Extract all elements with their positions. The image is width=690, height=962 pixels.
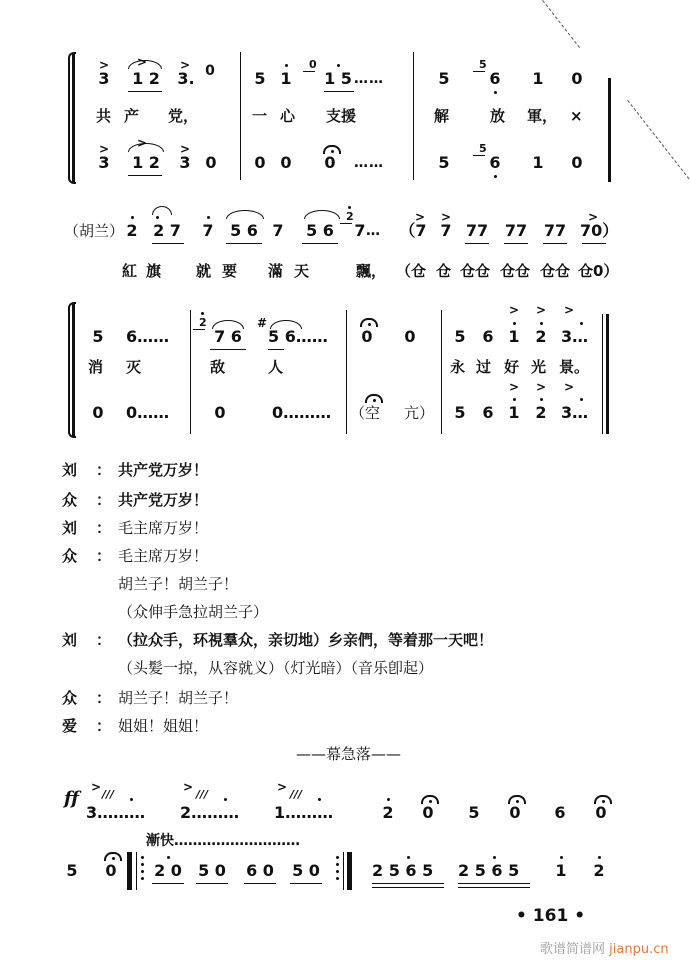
extension-dots: … [366,223,381,239]
note-group: 2 5 6 5 [372,862,444,880]
note: 1 [553,862,569,880]
grace-hook [473,71,485,72]
beam [465,243,489,244]
note: 5 [454,327,466,346]
accent-mark: > [440,210,452,224]
lyric: 景。 [559,358,590,376]
speaker-label: 刘 [62,461,78,479]
note-extended: 5 6…… [268,327,328,346]
speaker-label: 爱 [62,717,78,735]
speaker-colon: ： [96,689,112,707]
lyric: 党， [168,107,199,125]
lyric: 飄， [356,262,387,280]
note: 0 [509,803,521,822]
note-pair: 6 0 [246,861,274,880]
accent-mark: > [535,380,547,394]
note: 1 [532,153,544,172]
watermark-en: jianpu.cn [609,942,669,957]
speaker-label: 刘 [62,519,78,537]
note-extended: 1……… [274,804,364,822]
note-pair: 77 [465,221,489,240]
dynamic-marking: ff [64,788,79,809]
speaker-colon: ： [96,461,112,479]
fermata [360,318,378,327]
lyric: 旗 [146,262,162,280]
tremolo-mark: /// [196,788,209,801]
note: 0 [571,153,583,172]
speaker-label: 众 [62,689,78,707]
curtain-direction: ——幕急落—— [296,745,402,763]
grace-hook [473,155,485,156]
page-number-dot: • [568,906,586,926]
beam [244,883,276,884]
beam [504,243,528,244]
watermark-cn: 歌谱简谱网 [540,942,606,957]
barline [190,310,191,434]
note: 1 [278,70,294,88]
beam [582,243,606,244]
note: 0 [105,861,117,880]
slur [304,210,340,219]
note-pair: 5 0 [292,861,320,880]
beam [302,243,338,244]
speaker-label: 刘 [62,631,78,649]
accent-mark: > [414,210,426,224]
note: 7 [200,222,216,240]
note: 7 [272,221,284,240]
note: 0 [404,327,416,346]
note: 2 [591,862,607,880]
grace-note: 2 [346,210,354,223]
dialogue-line: 共产党万岁！ [118,461,209,479]
note: （7 [399,221,427,240]
dialogue-line: 姐姐！姐姐！ [118,717,209,735]
note-pair: 5 6 [230,221,258,240]
grace-hook [193,329,205,330]
speaker-colon: ： [96,547,112,565]
note: 3 [98,153,110,172]
note-pair: 1 5 [322,70,354,88]
note: 6 [482,403,494,422]
stage-direction: （众伸手急拉胡兰子） [118,603,269,621]
lyric: 仓 [436,262,452,280]
barline [413,52,414,180]
dialogue-line: 胡兰子！胡兰子！ [118,689,239,707]
note-pair: 5 0 [198,861,226,880]
lyric: 过 [476,358,492,376]
beam [543,243,567,244]
page-number [516,906,585,926]
grace-hook [340,223,352,224]
watermark [540,938,669,957]
grace-note: 0 [309,58,317,71]
note: 6 [487,154,503,172]
note: 0 [214,403,226,422]
note-pair: 2 0 [150,862,186,880]
note-pair: 1 2 [132,153,160,172]
beam [290,883,322,884]
note: 0 [280,153,292,172]
speaker-label: 众 [62,491,78,509]
note: 6 [482,327,494,346]
octave-dot [153,222,161,226]
tremolo-mark: /// [290,788,303,801]
lyric: 解 [434,107,450,125]
beam [226,243,262,244]
beam [210,349,246,350]
lyric: 天 [294,262,310,280]
note-pair: 70） [580,221,619,240]
tempo-marking: 漸快……………………… [146,833,300,849]
lyric: 仓仓 [460,262,491,280]
accent-mark: > [508,380,520,394]
repeat-start-thin [136,852,137,890]
slur [152,206,172,215]
accent-mark: > [508,303,520,317]
lyric: 仓仓 [540,262,571,280]
note: 5 [92,327,104,346]
note: 5 [468,803,480,822]
lyric: 好 [504,358,520,376]
dialogue-line: 毛主席万岁！ [118,547,209,565]
note: 5 [66,861,78,880]
accent-mark: > [98,58,110,72]
note: 5 [454,403,466,422]
accent-mark: > [563,303,575,317]
note: 3 [98,69,110,88]
lyric: 光 [531,358,547,376]
note: 0 [205,63,215,79]
lyric: × [570,107,583,125]
barline [240,52,241,180]
tremolo-mark: /// [102,788,115,801]
note-extended: 0……… [272,403,332,422]
accent-mark: > [276,780,288,794]
note: 5 [438,153,450,172]
beam [128,91,162,92]
scan-crease [542,0,580,48]
beam [324,91,354,92]
extension-dots: …… [354,71,384,87]
system-brace [68,52,76,184]
note-pair: 7 6 [214,327,242,346]
lyric: 支援 [326,107,357,125]
system-brace [68,302,76,438]
final-barline [608,78,611,182]
note-pair: 1 2 [132,69,160,88]
lyric: 消 [88,358,104,376]
lyric: 仓仓 [500,262,531,280]
accent-mark: > [182,780,194,794]
lyric: 就 [196,262,212,280]
beam-2 [458,887,530,888]
note: 0 [422,803,434,822]
scan-crease [627,100,690,187]
note: 1 [532,69,544,88]
slur [226,210,264,219]
speaker-label: 众 [62,547,78,565]
dialogue-line: （拉众手，环視羣众，亲切地）乡亲們，等着那一天吧！ [118,631,494,649]
accent-mark: > [179,58,191,72]
lyric: 一 [252,107,268,125]
repeat-end-thin [343,852,344,890]
repeat-start-barline [127,852,132,890]
grace-note: 5 [479,58,487,71]
note: 6 [487,70,503,88]
grace-hook [303,71,315,72]
lyric: 紅 [122,262,138,280]
repeat-dots [141,852,144,884]
accent-mark: > [563,380,575,394]
speaker-colon: ： [96,491,112,509]
final-barline-thin [602,314,603,434]
accent-mark: > [535,303,547,317]
grace-note: 5 [479,142,487,155]
note: 0 [361,327,373,346]
lyric: 产 [124,107,140,125]
lyric: 永 [450,358,466,376]
note: 5 [254,69,266,88]
lyric: 要 [222,262,238,280]
final-barline [606,314,609,434]
sharp-sign: # [256,316,268,330]
accent-mark: > [587,210,599,224]
beam [268,349,284,350]
note-extended: 2……… [180,804,270,822]
beam [128,175,162,176]
note: 2 [533,404,549,422]
lyric: 人 [268,358,284,376]
note: 5 [438,69,450,88]
repeat-end-barline [347,852,352,890]
note-extended: 3… [561,404,601,422]
fermata [365,394,383,403]
lyric: 共 [96,107,112,125]
slur [128,143,164,152]
accent-mark: > [90,780,102,794]
note: 0 [595,803,607,822]
lyric: 軍， [527,107,558,125]
note: 0 [324,153,336,172]
note: 2 [533,328,549,346]
dialogue-line: 共产党万岁！ [118,491,209,509]
repeat-dots [336,852,339,884]
note: 7 [354,221,366,240]
lyric: 敌 [210,358,226,376]
note: 3. [177,69,195,88]
note-pair: 77 [504,221,528,240]
accent-mark: > [136,136,148,150]
lyric: 放 [490,107,506,125]
lyric: 仓0） [578,262,619,280]
beam [196,883,228,884]
slur [128,60,162,69]
fermata [104,852,122,861]
dialogue-line: 胡兰子！胡兰子！ [118,575,239,593]
note: 2 [124,222,140,240]
dialogue-line: 毛主席万岁！ [118,519,209,537]
speaker-colon: ： [96,631,112,649]
note: 6 [554,803,566,822]
speaker-colon: ： [96,717,112,735]
lyric: 心 [280,107,296,125]
note-extended: 6…… [126,327,170,346]
grace-note: 2 [199,316,207,329]
note-extended: 3……… [86,804,176,822]
note: 3 [179,153,191,172]
note: 0 [571,69,583,88]
note: 7 [440,221,452,240]
note-pair: 5 6 [306,221,334,240]
speaker-colon: ： [96,519,112,537]
lyric: 滿 [268,262,284,280]
page-number-value: 161 [532,906,569,926]
beam [458,883,530,884]
accent-mark: > [98,142,110,156]
beam [152,883,184,884]
page-number-dot: • [516,906,533,926]
lyric: （仓 [396,262,427,280]
accent-mark: > [179,142,191,156]
beam [152,243,184,244]
note-extended: 3… [561,328,601,346]
note: 0 [205,153,217,172]
beam [372,883,444,884]
beam-2 [372,887,444,888]
lyric: 灭 [126,358,142,376]
note-pair: 2 7 [153,221,181,240]
percussion-syllable: 亢） [404,404,435,422]
note: 1 [506,404,522,422]
extension-dots: …… [354,155,384,171]
part-label: （胡兰） [64,222,125,240]
note-group: 2 5 6 5 [458,862,530,880]
accent-mark: > [136,55,148,69]
note-extended: 0…… [126,403,170,422]
note: 2 [380,804,396,822]
barline [441,310,442,434]
note: 0 [254,153,266,172]
note-pair: 77 [543,221,567,240]
stage-direction: （头髪一掠，从容就义）（灯光暗）（音乐卽起） [118,659,434,677]
note: 1 [506,328,522,346]
percussion-syllable: （空 [350,404,381,422]
note: 0 [92,403,104,422]
